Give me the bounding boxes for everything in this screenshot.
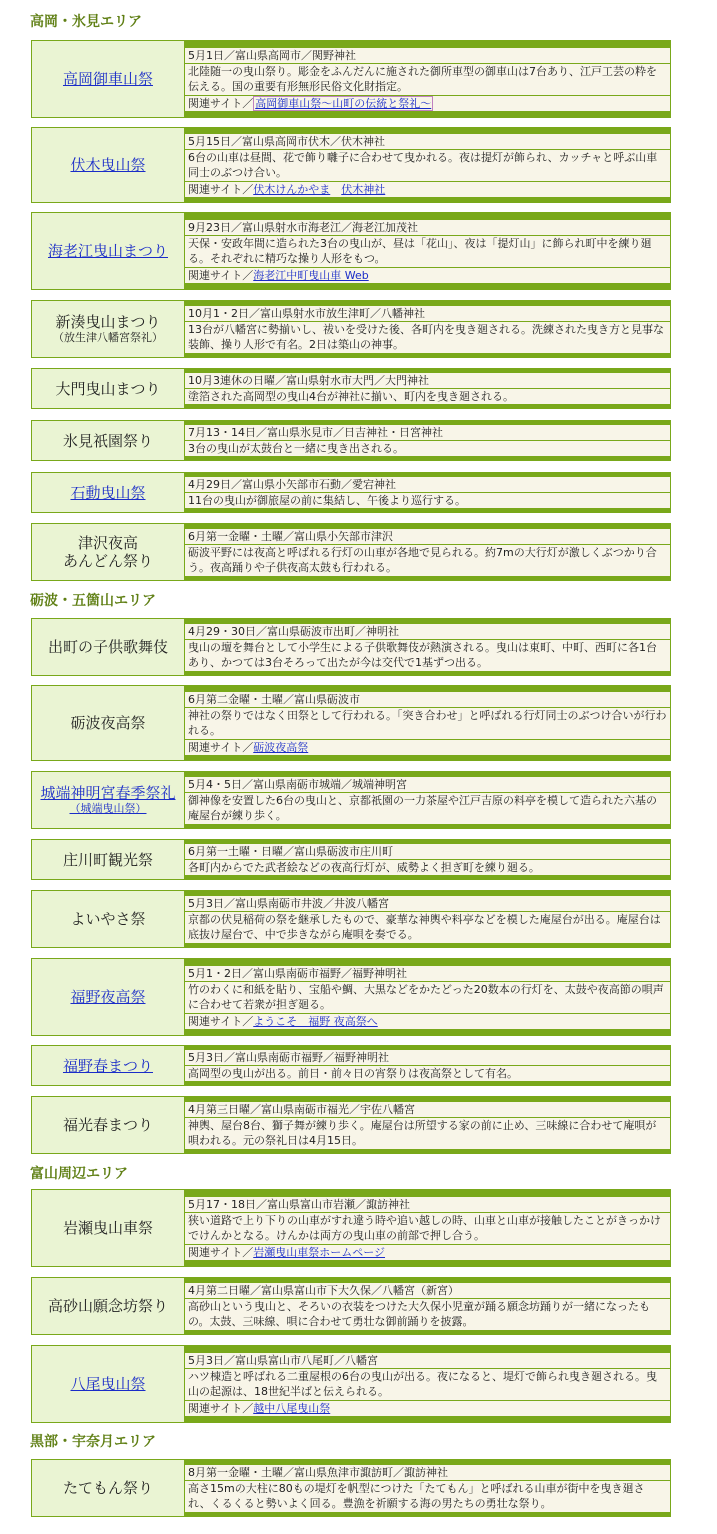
related-site-link[interactable]: 越中八尾曳山祭 [253,1401,331,1415]
festival-name: 砺波夜高祭 [70,714,146,732]
festival-name-link[interactable]: 福野夜高祭 [70,988,146,1006]
festival-date-place: 5月1日／富山県高岡市／関野神社 [185,48,670,63]
area-title-tonami-gokayama: 砺波・五箇山エリア [30,593,156,609]
festival-description: 13台が八幡宮に勢揃いし、祓いを受けた後、各町内を曳き廻される。洗練された曳き方と見事な装飾、操り人形で有名。2日は築山の神事。 [185,322,670,353]
area-title-takaoka-himi: 高岡・氷見エリア [30,14,142,30]
festival-description: 竹のわくに和紙を貼り、宝船や鯛、大黒などをかたどった20数本の行灯を、太鼓や夜高節の唄声に合わせて若衆が担ぎ廻る。 [185,982,670,1013]
festival-description: 高砂山という曳山と、そろいの衣装をつけた大久保小児童が踊る願念坊踊りが一緒になったもの。太鼓、三味線、唄に合わせて勇壮な御前踊りを披露。 [185,1299,670,1330]
festival-info-cell [185,213,671,289]
festival-name-cell [32,891,185,947]
festival-info-cell [185,369,671,408]
festival-date-place: 4月29日／富山県小矢部市石動／愛宕神社 [185,477,670,492]
festival-info-cell [185,524,671,580]
festival-description: 狭い道路で上り下りの山車がすれ違う時や追い越しの時、山車と山車が接触したことがきっかけでけんかとなる。けんかは両方の曳山車の前部で押し合う。 [185,1213,670,1244]
festival-info-cell [185,41,671,117]
festival-block [31,839,671,880]
festival-name: 庄川町観光祭 [62,850,153,869]
festival-name-subtitle: （放生津八幡宮祭礼） [53,331,163,344]
festival-info-cell [185,1278,671,1334]
festival-date-place: 5月4・5日／富山県南砺市城端／城端神明宮 [185,777,670,792]
festival-date-place: 5月3日／富山県富山市八尾町／八幡宮 [185,1353,670,1368]
festival-date-place: 5月3日／富山県南砺市福野／福野神明社 [185,1050,670,1065]
festival-block [31,958,671,1036]
festival-date-place: 4月29・30日／富山県砺波市出町／神明社 [185,624,670,639]
festival-block [31,523,671,581]
festival-name: 新湊曳山まつり [55,313,161,331]
festival-name: 大門曳山まつり [55,379,161,398]
festival-block [31,1277,671,1335]
festival-info-cell [185,1346,671,1422]
festival-name-cell [32,421,185,460]
festival-info-cell [185,1046,671,1085]
festival-description: 曳山の壇を舞台として小学生による子供歌舞伎が熱演される。曳山は東町、中町、西町に各1台あり、かつては3台そろって出たが今は交代で1基ずつ出る。 [185,640,670,671]
area-title-kurobe-unazuki: 黒部・宇奈月エリア [30,1434,156,1450]
festival-name-subtitle[interactable]: （城端曳山祭） [69,802,147,815]
related-sites-label: 関連サイト／ [188,740,254,754]
festival-info-cell [185,959,671,1035]
festival-description: 砺波平野には夜高と呼ばれる行灯の山車が各地で見られる。約7mの大行灯が激しくぶつかり合う。夜高踊りや子供夜高太鼓も行われる。 [185,545,670,576]
festival-name: 氷見祇園祭り [62,431,153,450]
festival-description: 各町内からでた武者絵などの夜高行灯が、威勢よく担ぎ町を練り廻る。 [185,860,670,875]
festival-name: 岩瀬曳山車祭 [62,1219,153,1237]
festival-info-cell [185,619,671,675]
festival-date-place: 6月第一金曜・土曜／富山県小矢部市津沢 [185,529,670,544]
festival-name-cell [32,1278,185,1334]
festival-date-place: 4月第二日曜／富山県富山市下大久保／八幡宮（新宮） [185,1283,670,1298]
festival-name-cell [32,619,185,675]
related-site-link[interactable]: 伏木神社 [341,182,386,196]
related-sites-label: 関連サイト／ [188,268,254,282]
festival-name: たてもん祭り [62,1479,153,1497]
festival-date-place: 9月23日／富山県射水市海老江／海老江加茂社 [185,220,670,235]
festival-info-cell [185,1460,671,1516]
related-sites [185,182,670,197]
related-sites-label: 関連サイト／ [188,96,254,110]
festival-name-link[interactable]: 伏木曳山祭 [70,156,146,174]
festival-name: 高砂山願念坊祭り [47,1297,168,1315]
festival-name-link[interactable]: 福野春まつり [62,1056,153,1075]
festival-name-cell [32,213,185,289]
festival-description: 3台の曳山が太鼓台と一緒に曳き出される。 [185,441,670,456]
festival-name-cell [32,772,185,828]
festival-info-cell [185,1097,671,1153]
festival-date-place: 5月1・2日／富山県南砺市福野／福野神明社 [185,966,670,981]
festival-name-cell [32,1046,185,1085]
related-site-link[interactable]: 砺波夜高祭 [253,740,309,754]
related-site-link[interactable]: ようこそ 福野 夜高祭へ [253,1014,378,1028]
festival-block [31,1345,671,1423]
related-site-link[interactable]: 伏木けんかやま [253,182,331,196]
festival-description: 京都の伏見稲荷の祭を継承したもので、豪華な神輿や料亭などを模した庵屋台が出る。庵屋台は底抜け屋台で、中で歩きながら庵唄を奏でる。 [185,912,670,943]
festival-block [31,685,671,761]
festival-block [31,127,671,203]
festival-description: 11台の曳山が御旅屋の前に集結し、午後より巡行する。 [185,493,670,508]
related-sites [185,96,670,111]
related-sites-label: 関連サイト／ [188,1401,254,1415]
festival-name-cell [32,128,185,202]
festival-description: 神社の祭りではなく田祭として行われる。「突き合わせ」と呼ばれる行灯同士のぶつけ合いが行われる。 [185,708,670,739]
festival-name-link[interactable]: 高岡御車山祭 [62,70,153,88]
festival-info-cell [185,128,671,202]
festival-block [31,420,671,461]
festival-name: 福光春まつり [62,1116,153,1134]
festival-name-cell [32,840,185,879]
festival-name-cell [32,1190,185,1266]
related-site-link[interactable]: 海老江中町曳山車 Web [253,268,369,282]
festival-name-cell [32,41,185,117]
related-sites-label: 関連サイト／ [188,1014,254,1028]
festival-block [31,212,671,290]
festival-info-cell [185,686,671,760]
festival-name: 出町の子供歌舞伎 [47,638,168,656]
related-sites [185,1401,670,1416]
festival-name-link[interactable]: 海老江曳山まつり [47,242,168,260]
festival-block [31,618,671,676]
festival-block [31,472,671,513]
festival-date-place: 6月第一土曜・日曜／富山県砺波市庄川町 [185,844,670,859]
festival-description: 塗箔された高岡型の曳山4台が神社に揃い、町内を曳き廻される。 [185,389,670,404]
festival-date-place: 7月13・14日／富山県氷見市／日吉神社・日宮神社 [185,425,670,440]
festival-name-cell [32,1346,185,1422]
festival-name-line2: あんどん祭り [62,552,153,570]
festival-description: ハツ棟造と呼ばれる二重屋根の6台の曳山が出る。夜になると、堤灯で飾られ曳き廻される。曳山の起源は、18世紀半ばと伝えられる。 [185,1369,670,1400]
festival-block [31,890,671,948]
festival-name-cell [32,1460,185,1516]
festival-block [31,40,671,118]
festival-block [31,771,671,829]
festival-name-cell [32,686,185,760]
festival-description: 天保・安政年間に造られた3台の曳山が、昼は「花山」、夜は「提灯山」に飾られ町中を練り廻る。それぞれに精巧な操り人形をもつ。 [185,236,670,267]
related-sites [185,1014,670,1029]
festival-block [31,1189,671,1267]
festival-date-place: 5月17・18日／富山県富山市岩瀬／諏訪神社 [185,1197,670,1212]
festival-name-link[interactable]: 石動曳山祭 [70,483,146,502]
related-sites [185,1245,670,1260]
festival-info-cell [185,891,671,947]
festival-name: 津沢夜高 [77,534,138,552]
festival-date-place: 4月第三日曜／富山県南砺市福光／宇佐八幡宮 [185,1102,670,1117]
festival-description: 6台の山車は昼間、花で飾り囃子に合わせて曳かれる。夜は提灯が飾られ、カッチャと呼ぶ山車同士のぶつけ合い。 [185,150,670,181]
festival-description: 北陸随一の曳山祭り。彫金をふんだんに施された御所車型の御車山は7台あり、江戸工芸の粋を伝える。国の重要有形無形民俗文化財指定。 [185,64,670,95]
festival-name-link[interactable]: 城端神明宮春季祭礼 [40,784,176,802]
festival-block [31,300,671,358]
festival-name-link[interactable]: 八尾曳山祭 [70,1375,146,1393]
festival-name-cell [32,301,185,357]
festival-name-cell [32,959,185,1035]
festival-info-cell [185,473,671,512]
festival-date-place: 8月第一金曜・土曜／富山県魚津市諏訪町／諏訪神社 [185,1465,670,1480]
festival-block [31,368,671,409]
festival-name-cell [32,473,185,512]
festival-date-place: 10月1・2日／富山県射水市放生津町／八幡神社 [185,306,670,321]
festival-block [31,1045,671,1086]
festival-info-cell [185,772,671,828]
related-site-link[interactable]: 岩瀬曳山車祭ホームページ [253,1245,386,1259]
festival-date-place: 5月15日／富山県高岡市伏木／伏木神社 [185,134,670,149]
festival-info-cell [185,301,671,357]
festival-info-cell [185,1190,671,1266]
festival-description: 御神像を安置した6台の曳山と、京都祇園の一力茶屋や江戸吉原の料亭を模して造られた六基の庵屋台が練り歩く。 [185,793,670,824]
related-sites [185,740,670,755]
festival-block [31,1459,671,1517]
related-site-link[interactable]: 高岡御車山祭～山町の伝統と祭礼～ [255,96,432,110]
festival-date-place: 5月3日／富山県南砺市井波／井波八幡宮 [185,896,670,911]
festival-name-cell [32,524,185,580]
festival-description: 高さ15mの大柱に80もの堤灯を帆型につけた「たてもん」と呼ばれる山車が街中を曳き廻され、くるくると勢いよく回る。豊漁を祈願する海の男たちの勇壮な祭り。 [185,1481,670,1512]
festival-info-cell [185,840,671,879]
area-title-toyama: 富山周辺エリア [30,1166,128,1182]
festival-name-cell [32,369,185,408]
festival-date-place: 10月3連休の日曜／富山県射水市大門／大門神社 [185,373,670,388]
related-sites [185,268,670,283]
related-sites-label: 関連サイト／ [188,182,254,196]
festival-name: よいやさ祭 [70,910,146,928]
festival-date-place: 6月第二金曜・土曜／富山県砺波市 [185,692,670,707]
festival-description: 高岡型の曳山が出る。前日・前々日の宵祭りは夜高祭として有名。 [185,1066,670,1081]
festival-block [31,1096,671,1154]
festival-info-cell [185,421,671,460]
festival-description: 神輿、屋台8台、獅子舞が練り歩く。庵屋台は所望する家の前に止め、三味線に合わせて庵唄が唄われる。元の祭礼日は4月15日。 [185,1118,670,1149]
festival-name-cell [32,1097,185,1153]
related-sites-label: 関連サイト／ [188,1245,254,1259]
